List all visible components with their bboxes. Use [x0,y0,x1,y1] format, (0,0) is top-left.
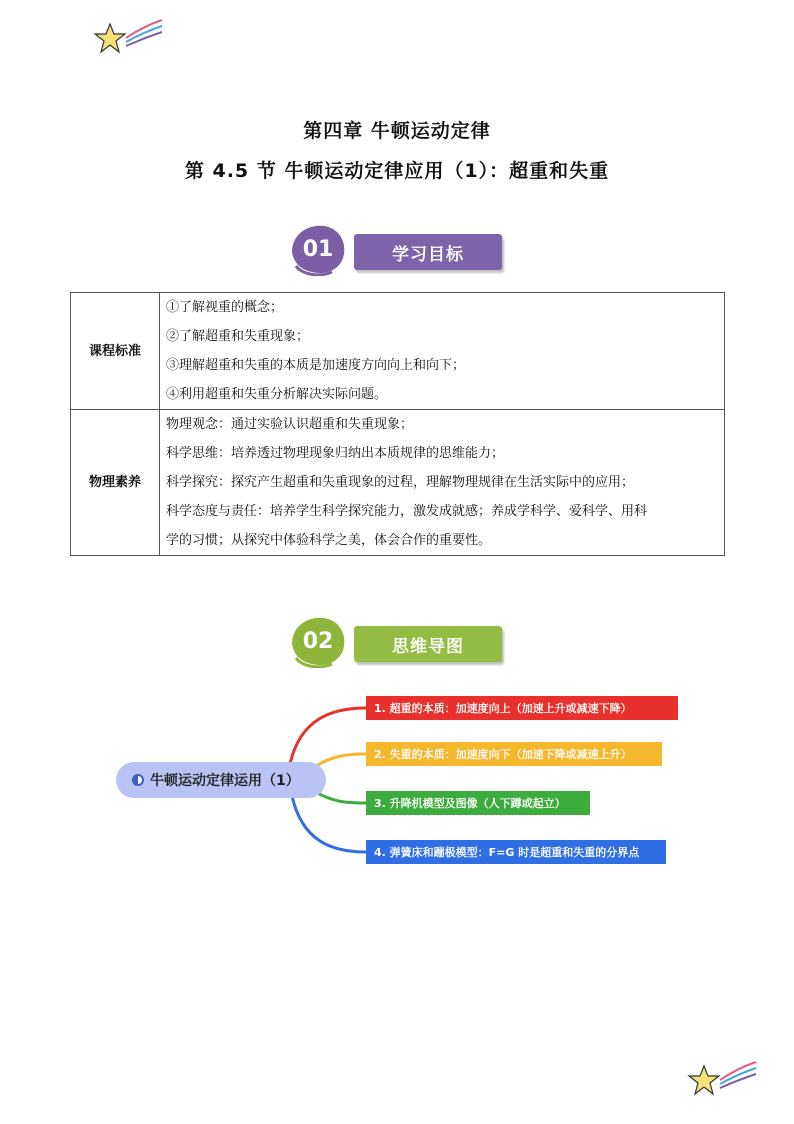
chapter-title: 第四章 牛顿运动定律 [303,120,491,142]
section-title: 第 4.5 节 牛顿运动定律应用（1）：超重和失重 [184,160,610,182]
section-label: 学习目标 [354,234,502,270]
mindmap-root [116,762,326,798]
row-heading: 物理素养 [71,410,160,556]
half-circle-icon [132,774,144,786]
mindmap-root-label: 牛顿运动定律运用（1） [150,773,300,789]
goal-line: 学的习惯；从探究中体验科学之美，体会合作的重要性。 [166,533,492,548]
goal-line: 科学态度与责任：培养学生科学探究能力，激发成就感；养成学科学、爱科学、用科 [166,504,648,519]
section-label: 思维导图 [354,626,502,662]
connector-blue [292,796,366,852]
section-number: 02 [302,628,334,654]
goal-line: ②了解超重和失重现象； [166,329,310,344]
goal-line: ④利用超重和失重分析解决实际问题。 [166,387,388,402]
goal-line: ③理解超重和失重的本质是加速度方向向上和向下； [166,358,466,373]
goal-line: 物理观念：通过实验认识超重和失重现象； [166,417,414,432]
mindmap-branch: 2. 失重的本质：加速度向下（加速下降或减速上升） [366,742,662,766]
goal-line: 科学探究：探究产生超重和失重现象的过程，理解物理规律在生活实际中的应用； [166,475,635,490]
row-heading: 课程标准 [71,293,160,410]
section-number: 01 [302,236,334,262]
goal-line: ①了解视重的概念； [166,300,284,315]
mindmap-branch: 3. 升降机模型及图像（人下蹲或起立） [366,791,590,815]
mindmap-branch: 4. 弹簧床和蹦极模型：F=G 时是超重和失重的分界点 [366,840,666,864]
goal-line: 科学思维：培养透过物理现象归纳出本质规律的思维能力； [166,446,505,461]
mindmap-branch: 1. 超重的本质：加速度向上（加速上升或减速下降） [366,696,678,720]
